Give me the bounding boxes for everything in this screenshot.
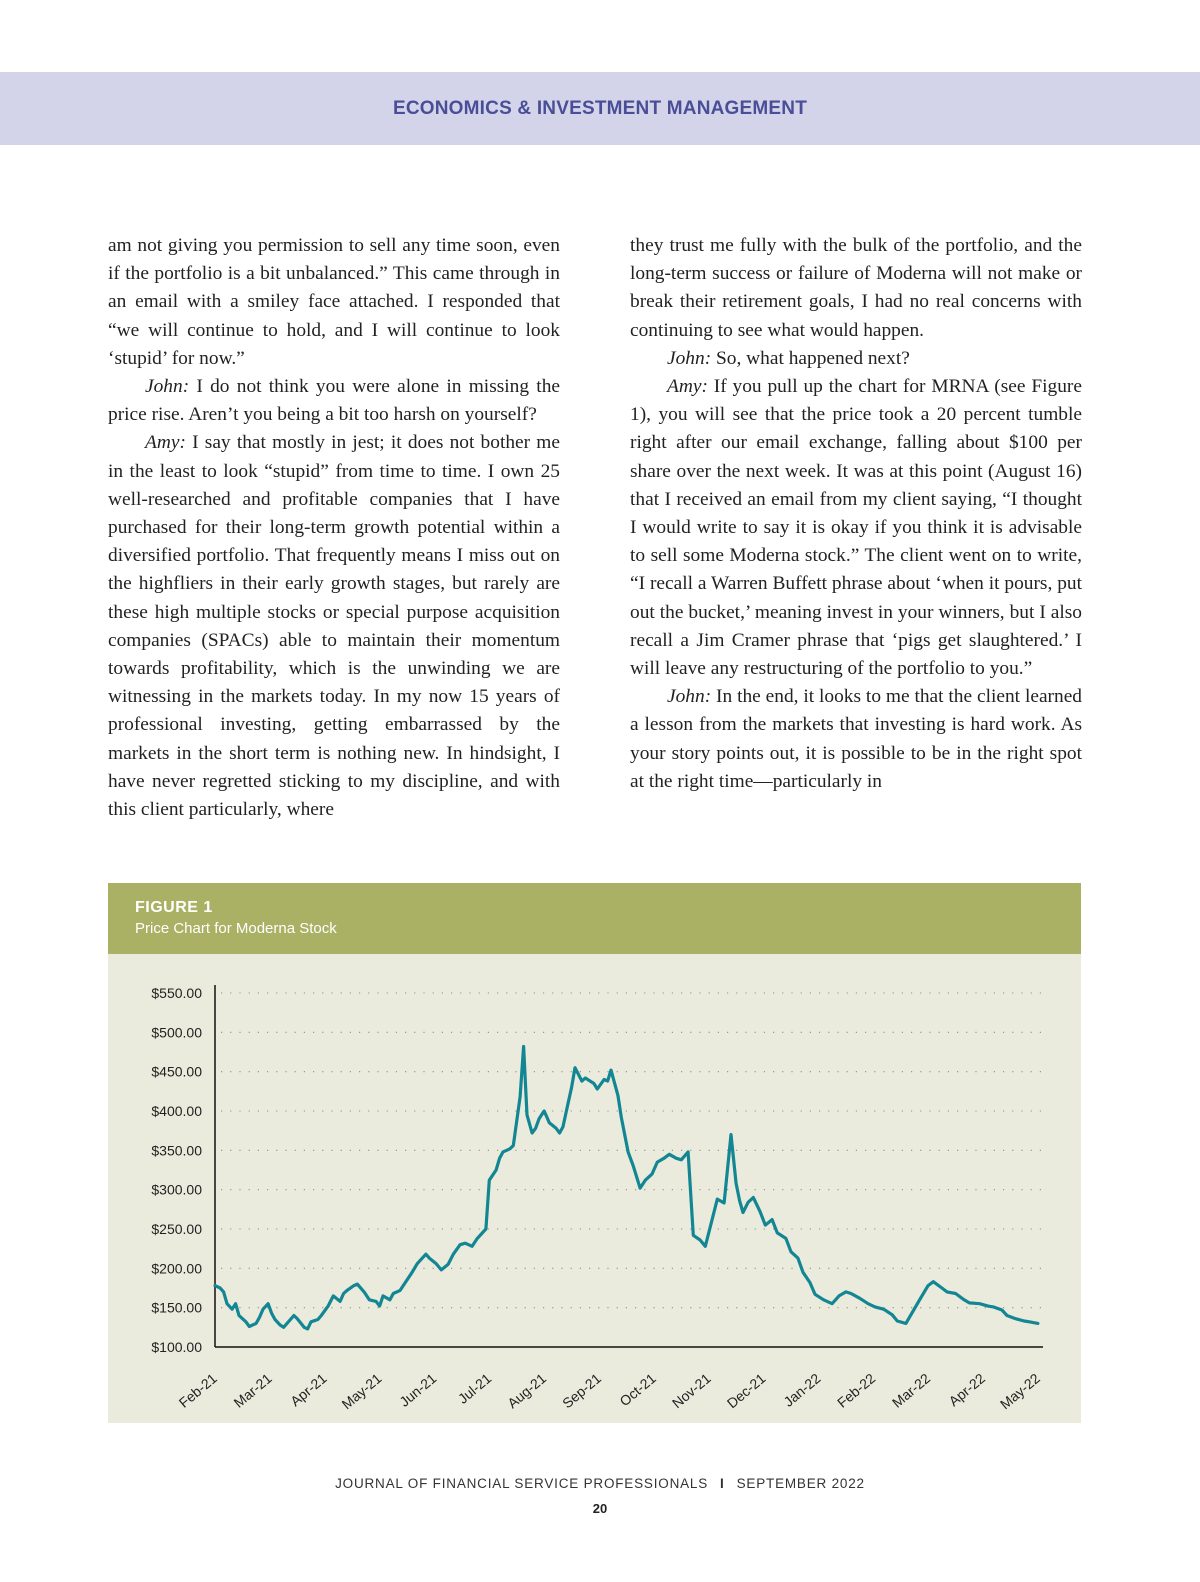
article-paragraph [108,232,560,373]
footer-journal: JOURNAL OF FINANCIAL SERVICE PROFESSIONALS [335,1476,709,1491]
article-paragraph [108,373,560,429]
x-tick-label: Oct-21 [616,1370,659,1410]
article-left-column [108,232,560,824]
paragraph-text: they trust me fully with the bulk of the portfolio, and the long-term success or failure of Moderna will not make or break their retirement goals, I had no real concerns with continuing to see what would happen. [630,235,1082,341]
section-title: ECONOMICS & INVESTMENT MANAGEMENT [392,98,808,119]
x-tick-label: Feb-21 [175,1370,220,1411]
footer-date: SEPTEMBER 2022 [736,1476,865,1491]
article-right-column [630,232,1082,796]
article-paragraph [630,345,1082,373]
x-tick-label: Jul-21 [454,1370,495,1407]
y-tick-label: $300.00 [151,1181,202,1198]
y-tick-label: $200.00 [151,1260,202,1277]
y-tick-label: $550.00 [151,985,202,1001]
x-tick-label: May-22 [996,1370,1043,1413]
y-tick-label: $250.00 [151,1221,202,1237]
x-tick-label: Feb-22 [834,1370,879,1411]
figure-header [108,883,1081,954]
paragraph-text: In the end, it looks to me that the client learned a lesson from the markets that investing is hard work. As your story points out, it is possible to be in the right spot at the right time—particularly in [630,686,1082,792]
paragraph-text: am not giving you permission to sell any time soon, even if the portfolio is a bit unbalanced.” This came through in an email with a smiley face attached. I responded that “we will continue to hold, and I will continue to look ‘stupid’ for now.” [108,235,560,369]
chart-gridlines [221,993,1043,1308]
x-tick-label: Jun-21 [396,1370,440,1410]
article-paragraph [630,683,1082,796]
speaker-name: John: [667,686,712,708]
x-tick-label: Apr-21 [287,1370,330,1410]
x-tick-label: Mar-22 [888,1370,934,1411]
x-tick-label: Jan-22 [780,1370,824,1410]
paragraph-text: So, what happened next? [711,347,910,369]
chart-y-tick-labels [151,985,202,1355]
x-tick-label: Mar-21 [230,1370,275,1411]
x-tick-label: Dec-21 [723,1370,769,1412]
footer [0,1476,1200,1491]
speaker-name: Amy: [145,432,186,454]
footer-separator: I [720,1476,725,1491]
speaker-name: Amy: [667,376,708,398]
y-tick-label: $100.00 [151,1339,202,1355]
chart-series-line [215,1047,1038,1329]
x-tick-label: Apr-22 [945,1370,989,1410]
speaker-name: John: [667,347,712,369]
y-tick-label: $350.00 [151,1142,202,1159]
y-tick-label: $450.00 [151,1063,202,1080]
y-tick-label: $150.00 [151,1299,202,1316]
figure-number: FIGURE 1 [135,899,213,916]
x-tick-label: Nov-21 [668,1370,714,1412]
moderna-price-chart [108,954,1081,1423]
y-tick-label: $500.00 [151,1024,202,1041]
article-paragraph [630,232,1082,345]
x-tick-label: Aug-21 [504,1370,550,1412]
paragraph-text: If you pull up the chart for MRNA (see Figure 1), you will see that the price took a 20 percent tumble right after our email exchange, falling about $100 per share over the next week. It was at this point (August 16) that I received an email from my client saying, “I thought I would write to say it is okay if you think it is advisable to sell some Moderna stock.” The client went on to write, “I recall a Warren Buffett phrase about ‘when it pours, put out the bucket,’ meaning invest in your winners, but I also recall a Jim Cramer phrase that ‘pigs get slaughtered.’ I will leave any restructuring of the portfolio to you.” [630,376,1082,680]
x-tick-label: May-21 [338,1370,385,1413]
article-paragraph [630,373,1082,683]
page-number: 20 [592,1501,608,1516]
figure-caption: Price Chart for Moderna Stock [135,920,337,937]
y-tick-label: $400.00 [151,1103,202,1119]
article-paragraph [108,429,560,824]
chart-x-tick-labels [176,1370,1043,1412]
paragraph-text: I do not think you were alone in missing the price rise. Aren’t you being a bit too harsh on yourself? [108,376,560,426]
speaker-name: John: [145,376,190,398]
x-tick-label: Sep-21 [559,1370,604,1412]
paragraph-text: I say that mostly in jest; it does not bother me in the least to look “stupid” from time to time. I own 25 well-researched and profitable companies that I have purchased for their long-term growth potential within a diversified portfolio. That frequently means I miss out on the highfliers in their early growth stages, but rarely are these high multiple stocks or special purpose acquisition companies (SPACs) able to maintain their momentum towards profitability, which is the unwinding we are witnessing in the markets today. In my now 15 years of professional investing, getting embarrassed by the markets in the short term is nothing new. In hindsight, I have never regretted sticking to my discipline, and with this client particularly, where [108,432,560,821]
